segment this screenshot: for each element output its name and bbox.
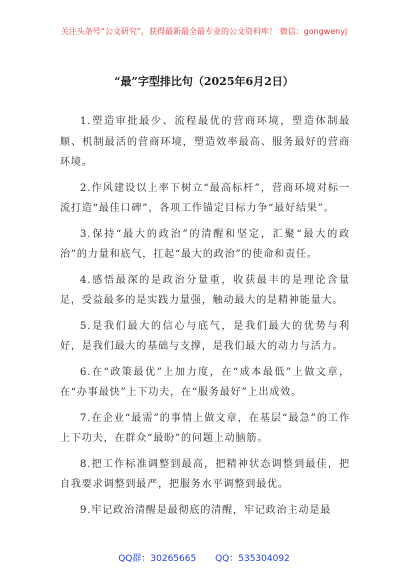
paragraph-6: 6.在“政策最优”上加力度，在“成本最低”上做文章，在“办事最快”上下功夫，在“服务最好”上出成效。 [60,366,350,398]
header-promo-note: 关注头条号“公文研究”，获得最新最全最专业的公文资料库！ 微信：gongwenyj [60,27,348,36]
paragraph-5: 5.是我们最大的信心与底气，是我们最大的优势与利好，是我们最大的基础与支撑，是我们最大的动力与活力。 [60,320,350,352]
document-body [60,112,350,526]
footer-qq-number: QQ：535304092 [215,554,290,564]
document-title: “最”字型排比句（2025年6月2日） [114,75,294,88]
paragraph-2: 2.作风建设以上率下树立“最高标杆”，营商环境对标一流打造“最佳口碑”，各项工作锚定目标力争“最好结果”。 [60,182,350,214]
paragraph-7: 7.在企业“最需”的事情上做文章，在基层“最急”的工作上下功夫，在群众“最盼”的问题上动脑筋。 [60,412,350,444]
footer-contact [0,553,408,565]
footer-qq-group: QQ群：30265665 [118,554,197,564]
paragraph-1: 1.塑造审批最少、流程最优的营商环境，塑造体制最顺、机制最活的营商环境，塑造效率最高、服务最好的营商环境。 [60,116,350,168]
paragraph-4: 4.感悟最深的是政治分量重，收获最丰的是理论含量足，受益最多的是实践力量强，触动最大的是精神能量大。 [60,274,350,306]
paragraph-3: 3.保持“最大的政治”的清醒和坚定，汇聚“最大的政治”的力量和底气，扛起“最大的政治”的使命和责任。 [60,228,350,260]
paragraph-9: 9.牢记政治清醒是最彻底的清醒，牢记政治主动是最 [80,504,332,516]
paragraph-8: 8.把工作标准调整到最高，把精神状态调整到最佳，把自我要求调整到最严，把服务水平调整到最优。 [60,458,350,490]
